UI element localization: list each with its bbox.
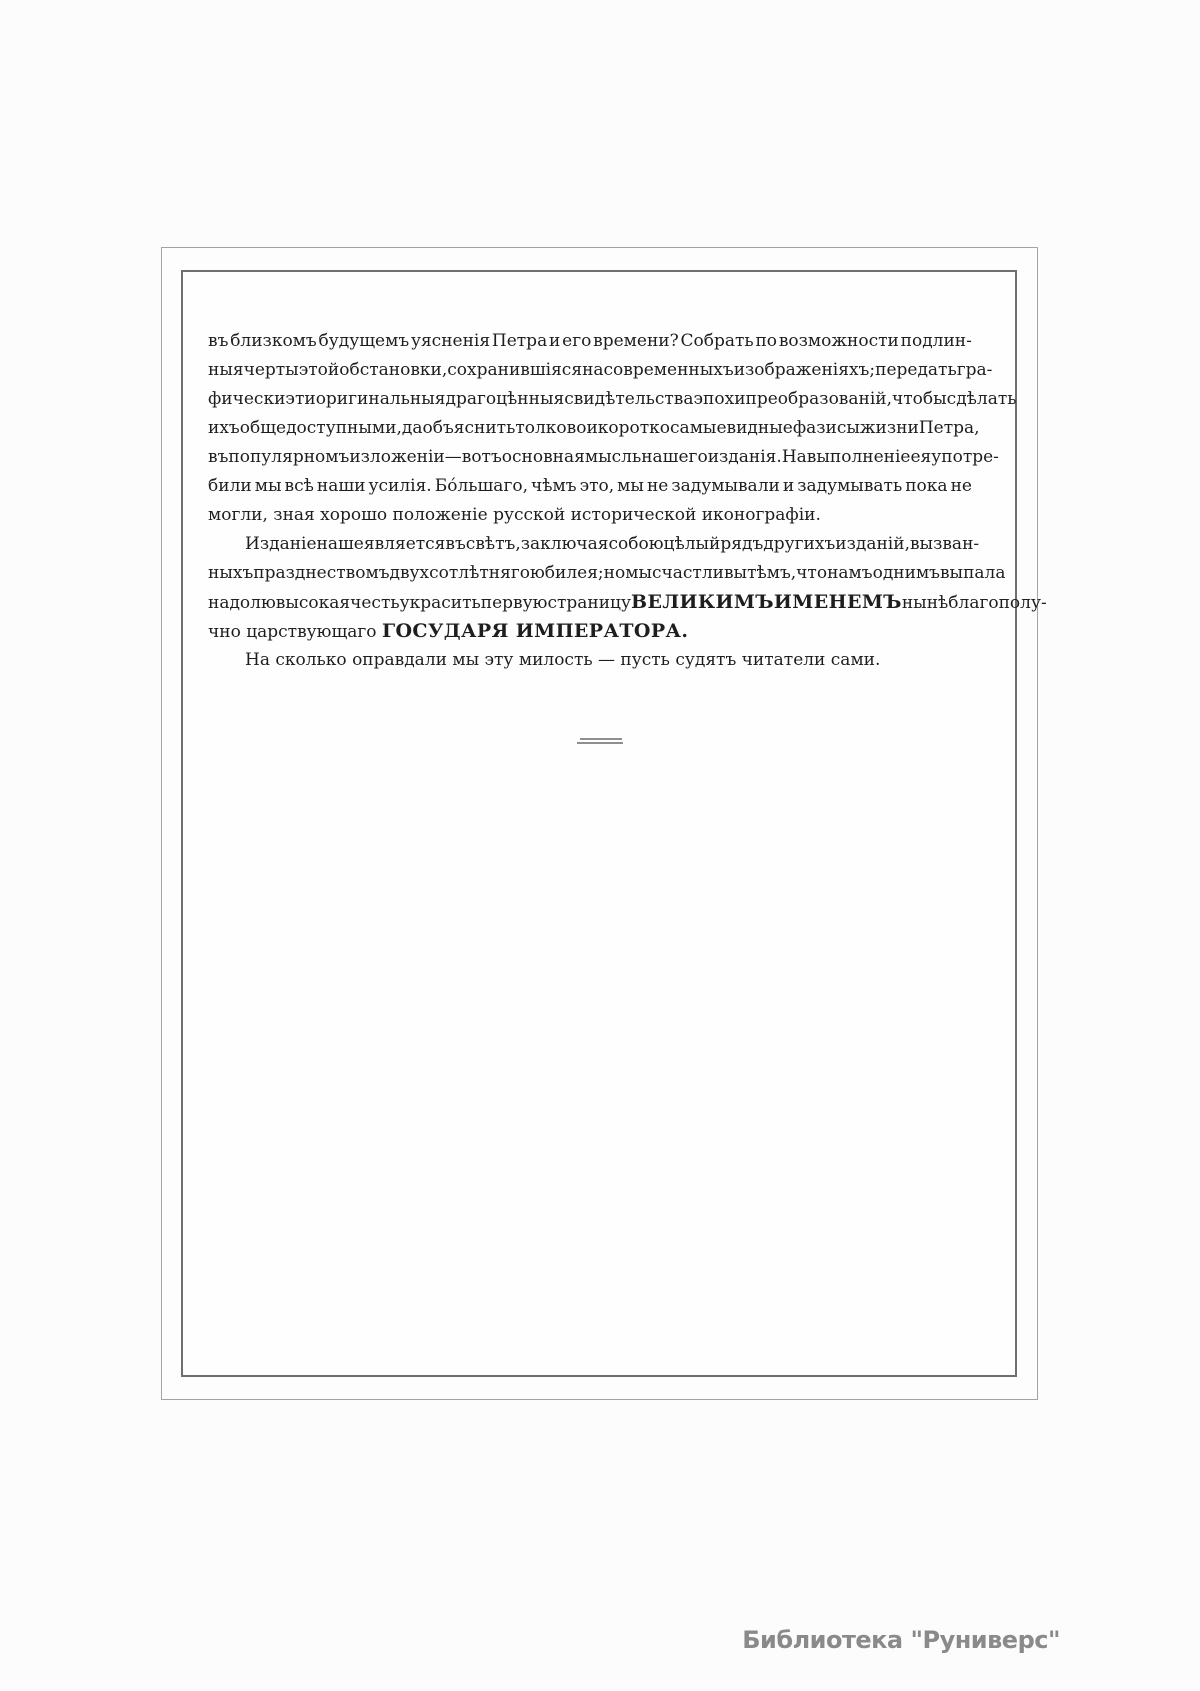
word: что [796,563,828,583]
word: да [401,418,423,438]
word: самые [670,418,727,438]
word: будущемъ [318,331,410,351]
divider-line-bottom [577,742,623,744]
word: собою [608,534,664,554]
word: драгоцѣнныя [445,389,565,409]
word: является [363,534,446,554]
word: это, [579,476,615,496]
word: изложеніи [349,447,445,467]
word: преобразованій, [745,389,893,409]
text-line [208,559,1006,588]
text-line [208,501,972,530]
word: свѣтъ, [465,534,521,554]
word: наши [316,476,366,496]
word: выпала [939,563,1006,583]
word: на [208,593,230,613]
word: изображеніяхъ; [733,360,876,380]
word: ныя [208,360,244,380]
word: эти [285,389,316,409]
word: ныхъ [208,563,254,583]
word: сохранившіяся [447,360,583,380]
word: уясненія [410,331,491,351]
word: Бо́льшаго, [434,476,528,496]
word: другихъ [763,534,836,554]
word: чѣмъ [531,476,577,496]
word: благополу- [948,593,1047,613]
word: не [646,476,669,496]
text-line [208,588,1047,617]
word: въ [208,447,229,467]
word: вызван- [909,534,980,554]
text-line [245,530,980,559]
word: били [208,476,252,496]
word: его [562,331,592,351]
word: времени? [593,331,679,351]
word: юбилея; [529,563,604,583]
word: двухсотлѣтняго [389,563,530,583]
word: наше [316,534,364,554]
text-segment: На сколько оправдали мы эту милость — пусть судятъ читатели сами. [245,650,881,670]
word: передать [875,360,957,380]
word: обстановки, [339,360,448,380]
word: коротко [597,418,671,438]
text-segment: чно царствующаго [208,622,382,642]
word: употре- [931,447,999,467]
divider-line-top [580,738,622,740]
word: Изданіе [245,534,317,554]
word: объяснить [422,418,516,438]
word: всѣ [284,476,314,496]
text-line [208,472,972,501]
text-line [208,327,972,356]
word: заключая [520,534,609,554]
word: въ [445,534,466,554]
word: возможности [778,331,899,351]
word: черты [243,360,299,380]
word: общедоступными, [239,418,402,438]
watermark-text: Библиотека "Руниверс" [742,1626,1060,1654]
word: этой [298,360,340,380]
word: долю [229,593,276,613]
word: свидѣтельства [564,389,694,409]
word: честь [350,593,400,613]
word: вотъ [461,447,502,467]
word: мы [617,476,644,496]
section-divider [577,738,623,744]
word: не [950,476,972,496]
word: нашего [641,447,708,467]
word: цѣлый [663,534,721,554]
word: намъ [827,563,873,583]
word: на [582,360,604,380]
text-line [208,443,999,472]
word: популярномъ [228,447,350,467]
word: задумывать [797,476,903,496]
word: тѣмъ, [747,563,797,583]
word: но [603,563,626,583]
word: эпохи [693,389,746,409]
word: въ [208,331,229,351]
word: толково [515,418,587,438]
word: мы [254,476,282,496]
word: оригинальныя [315,389,446,409]
emphasized-text: ГОСУДАРЯ ИМПЕРАТОРА. [381,620,689,642]
word: Петра [491,331,548,351]
word: и [782,476,795,496]
word: близкомъ [230,331,317,351]
word: фазисы [792,418,860,438]
text-segment: могли, зная хорошо положеніе русской исторической иконографіи. [208,505,821,525]
word: основная [501,447,585,467]
word: современныхъ [603,360,734,380]
word: Собрать [680,331,754,351]
word: страницу [547,593,631,613]
word: мы [625,563,652,583]
word: и [586,418,598,438]
word: гра- [956,360,993,380]
text-line [208,617,972,646]
word: счастливы [652,563,748,583]
word: изданій, [835,534,910,554]
word: На [781,447,807,467]
word: задумывали [671,476,780,496]
word: — [444,447,462,467]
word: выполненіе [806,447,911,467]
text-line [208,356,993,385]
word: ихъ [208,418,240,438]
word: видные [726,418,793,438]
word: и [549,331,561,351]
word: нынѣ [901,593,949,613]
text-line [208,385,1017,414]
word: первую [480,593,548,613]
word: ея [910,447,932,467]
word: жизни [859,418,919,438]
emphasized-word: ВЕЛИКИМЪ [630,591,774,613]
word: изданія. [707,447,782,467]
word: украсить [399,593,481,613]
word: фически [208,389,286,409]
word: подлин- [900,331,972,351]
word: сдѣлать [946,389,1017,409]
text-line [208,646,972,675]
text-line [208,414,980,443]
word: пока [905,476,948,496]
word: празднествомъ [253,563,390,583]
word: однимъ [872,563,940,583]
text-block [208,327,1047,675]
word: мысль [584,447,642,467]
word: рядъ [720,534,764,554]
emphasized-word: ИМЕНЕМЪ [773,591,902,613]
word: по [755,331,778,351]
word: Петра, [918,418,980,438]
word: чтобы [892,389,947,409]
word: высокая [275,593,351,613]
word: усилія. [368,476,432,496]
